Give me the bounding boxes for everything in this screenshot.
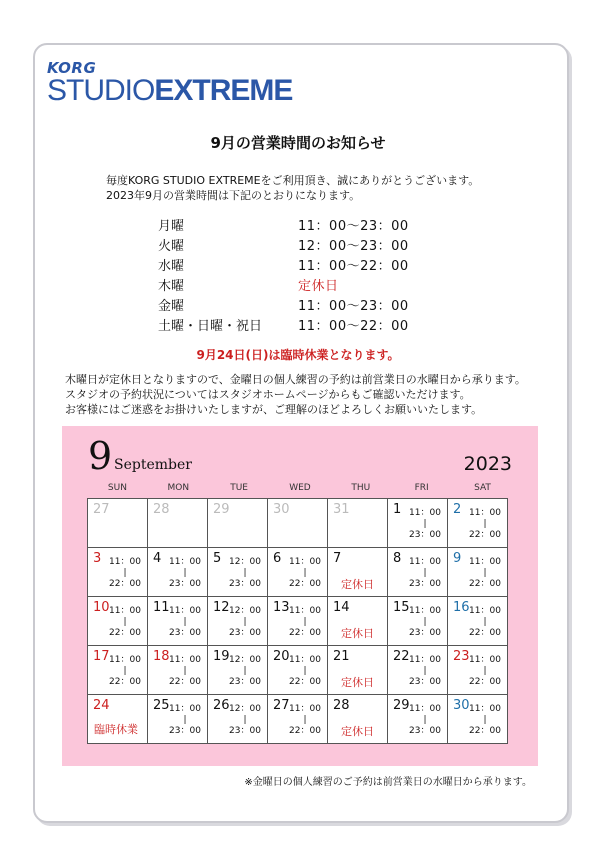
day-hours [168, 655, 202, 688]
day-number: 12 [213, 600, 230, 615]
calendar-week-row [88, 499, 508, 548]
day-number: 29 [213, 502, 230, 517]
calendar-day-cell [148, 548, 208, 597]
time-separator: | [483, 715, 487, 725]
calendar-day-cell [448, 695, 508, 744]
calendar-month-number: 9 [88, 434, 113, 478]
day-hours [108, 557, 142, 590]
close-time: 22：00 [469, 579, 501, 589]
calendar-day-cell [448, 499, 508, 548]
time-separator: | [243, 568, 247, 578]
calendar-day-cell [328, 646, 388, 695]
hours-day: 金曜 [158, 299, 185, 314]
open-time: 11：00 [169, 655, 201, 665]
hours-time-closed: 定休日 [298, 279, 339, 294]
hours-day: 火曜 [158, 239, 185, 254]
calendar-day-cell [328, 499, 388, 548]
weekday-label: TUE [230, 483, 248, 493]
day-hours [408, 606, 442, 639]
close-time: 22：00 [289, 677, 321, 687]
calendar-day-cell [148, 597, 208, 646]
time-separator: | [303, 666, 307, 676]
calendar [62, 426, 538, 766]
day-number: 1 [393, 502, 402, 517]
open-time: 11：00 [289, 655, 321, 665]
calendar-day-cell [148, 695, 208, 744]
open-time: 11：00 [109, 655, 141, 665]
day-number: 30 [453, 698, 470, 713]
calendar-day-cell [388, 695, 448, 744]
time-separator: | [483, 617, 487, 627]
page-title: 9月の営業時間のお知らせ [210, 134, 386, 152]
close-time: 23：00 [409, 628, 441, 638]
close-time: 22：00 [169, 677, 201, 687]
weekday-label: FRI [414, 483, 429, 493]
calendar-day-cell [448, 646, 508, 695]
close-time: 23：00 [169, 579, 201, 589]
day-number: 19 [213, 649, 230, 664]
day-number: 18 [153, 649, 170, 664]
day-hours [408, 508, 442, 541]
day-hours [468, 557, 502, 590]
day-number: 14 [333, 600, 350, 615]
logo-korg-text: KORG [47, 59, 97, 77]
intro-text [106, 173, 479, 203]
open-time: 11：00 [409, 557, 441, 567]
time-separator: | [123, 666, 127, 676]
calendar-day-cell [148, 499, 208, 548]
hours-time: 11：00～23：00 [298, 299, 409, 314]
close-time: 23：00 [229, 726, 261, 736]
intro-line: 2023年9月の営業時間は下記のとおりになります。 [106, 189, 361, 202]
close-time: 23：00 [169, 726, 201, 736]
weekday-label: SAT [474, 483, 491, 493]
close-time: 22：00 [289, 726, 321, 736]
calendar-day-cell [328, 548, 388, 597]
close-time: 23：00 [229, 677, 261, 687]
weekday-label: THU [351, 483, 371, 493]
day-hours [288, 606, 322, 639]
note-line: スタジオの予約状況についてはスタジオホームページからもご確認いただけます。 [65, 388, 471, 401]
time-separator: | [123, 568, 127, 578]
time-separator: | [423, 568, 427, 578]
open-time: 11：00 [409, 704, 441, 714]
close-time: 22：00 [289, 628, 321, 638]
calendar-day-cell [88, 646, 148, 695]
close-time: 23：00 [409, 579, 441, 589]
day-hours [228, 655, 262, 688]
time-separator: | [483, 568, 487, 578]
day-hours [288, 704, 322, 737]
open-time: 11：00 [169, 704, 201, 714]
hours-day: 木曜 [158, 279, 185, 294]
calendar-week-row [88, 548, 508, 597]
close-time: 23：00 [409, 726, 441, 736]
day-hours [228, 606, 262, 639]
hours-row [158, 257, 458, 277]
closed-label: 定休日 [341, 578, 374, 591]
open-time: 12：00 [229, 655, 261, 665]
time-separator: | [243, 715, 247, 725]
day-number: 30 [273, 502, 290, 517]
day-number: 5 [213, 551, 222, 566]
calendar-day-cell [208, 499, 268, 548]
korg-studio-extreme-logo [47, 60, 292, 106]
day-hours [168, 557, 202, 590]
time-separator: | [423, 666, 427, 676]
close-time: 23：00 [229, 579, 261, 589]
open-time: 11：00 [169, 557, 201, 567]
calendar-day-cell [268, 695, 328, 744]
hours-row [158, 217, 458, 237]
open-time: 11：00 [169, 606, 201, 616]
calendar-week-row [88, 646, 508, 695]
closed-label: 定休日 [341, 627, 374, 640]
day-number: 23 [453, 649, 470, 664]
calendar-day-cell [388, 646, 448, 695]
open-time: 11：00 [289, 606, 321, 616]
time-separator: | [303, 568, 307, 578]
close-time: 22：00 [469, 726, 501, 736]
open-time: 11：00 [469, 508, 501, 518]
open-time: 11：00 [469, 655, 501, 665]
business-hours-list [158, 217, 458, 337]
calendar-day-cell [268, 548, 328, 597]
day-hours [468, 606, 502, 639]
hours-day: 土曜・日曜・祝日 [158, 319, 263, 334]
open-time: 11：00 [409, 508, 441, 518]
day-number: 26 [213, 698, 230, 713]
open-time: 11：00 [289, 557, 321, 567]
calendar-day-cell [388, 499, 448, 548]
footnote: ※金曜日の個人練習のご予約は前営業日の水曜日から承ります。 [244, 777, 532, 788]
day-number: 7 [333, 551, 342, 566]
calendar-year: 2023 [463, 453, 512, 475]
hours-time: 11：00～22：00 [298, 259, 409, 274]
day-number: 29 [393, 698, 410, 713]
open-time: 11：00 [409, 655, 441, 665]
open-time: 11：00 [289, 704, 321, 714]
close-time: 22：00 [109, 628, 141, 638]
day-number: 2 [453, 502, 462, 517]
calendar-week-row [88, 597, 508, 646]
calendar-day-cell [88, 499, 148, 548]
close-time: 23：00 [229, 628, 261, 638]
day-hours [228, 704, 262, 737]
time-separator: | [483, 519, 487, 529]
open-time: 12：00 [229, 704, 261, 714]
calendar-weekday-header [87, 483, 513, 497]
calendar-day-cell [328, 597, 388, 646]
day-number: 25 [153, 698, 170, 713]
time-separator: | [123, 617, 127, 627]
close-time: 22：00 [289, 579, 321, 589]
holiday-notice: 9月24日(日)は臨時休業となります。 [196, 348, 400, 362]
time-separator: | [303, 617, 307, 627]
calendar-day-cell [208, 695, 268, 744]
closed-label: 定休日 [341, 676, 374, 689]
day-number: 31 [333, 502, 350, 517]
calendar-week-row [88, 695, 508, 744]
day-number: 4 [153, 551, 162, 566]
calendar-day-cell [388, 597, 448, 646]
open-time: 11：00 [469, 606, 501, 616]
day-number: 22 [393, 649, 410, 664]
day-number: 3 [93, 551, 102, 566]
intro-line: 毎度KORG STUDIO EXTREMEをご利用頂き、誠にありがとうございます。 [106, 174, 480, 187]
day-hours [108, 606, 142, 639]
day-number: 10 [93, 600, 110, 615]
day-hours [468, 508, 502, 541]
time-separator: | [423, 519, 427, 529]
time-separator: | [483, 666, 487, 676]
closed-label: 臨時休業 [94, 723, 138, 736]
calendar-day-cell [208, 646, 268, 695]
close-time: 22：00 [469, 628, 501, 638]
open-time: 11：00 [469, 704, 501, 714]
time-separator: | [243, 666, 247, 676]
hours-row [158, 297, 458, 317]
day-number: 13 [273, 600, 290, 615]
hours-row [158, 277, 458, 297]
day-number: 28 [153, 502, 170, 517]
open-time: 12：00 [229, 606, 261, 616]
note-line: お客様にはご迷惑をお掛けいたしますが、ご理解のほどよろしくお願いいたします。 [65, 403, 483, 416]
calendar-day-cell [448, 597, 508, 646]
day-number: 6 [273, 551, 282, 566]
open-time: 11：00 [409, 606, 441, 616]
close-time: 22：00 [469, 677, 501, 687]
day-hours [108, 655, 142, 688]
time-separator: | [303, 715, 307, 725]
calendar-month-name: September [114, 457, 192, 473]
logo-studio-word: STUDIO [47, 74, 155, 107]
note-line: 木曜日が定休日となりますので、金曜日の個人練習の予約は前営業日の水曜日から承ります。 [65, 373, 526, 386]
notes-text [65, 372, 526, 417]
day-hours [288, 557, 322, 590]
time-separator: | [243, 617, 247, 627]
logo-extreme-word: EXTREME [154, 74, 293, 107]
day-number: 24 [93, 698, 110, 713]
hours-row [158, 237, 458, 257]
time-separator: | [183, 666, 187, 676]
calendar-day-cell [268, 499, 328, 548]
hours-row [158, 317, 458, 337]
weekday-label: SUN [107, 483, 127, 493]
day-hours [288, 655, 322, 688]
day-number: 17 [93, 649, 110, 664]
time-separator: | [183, 617, 187, 627]
day-number: 9 [453, 551, 462, 566]
close-time: 23：00 [409, 530, 441, 540]
close-time: 23：00 [169, 628, 201, 638]
open-time: 11：00 [109, 606, 141, 616]
day-hours [408, 704, 442, 737]
day-hours [408, 557, 442, 590]
calendar-day-cell [268, 597, 328, 646]
calendar-day-cell [208, 548, 268, 597]
hours-time: 11：00～23：00 [298, 219, 409, 234]
close-time: 22：00 [109, 579, 141, 589]
calendar-day-cell [328, 695, 388, 744]
day-number: 28 [333, 698, 350, 713]
day-number: 15 [393, 600, 410, 615]
weekday-label: WED [289, 483, 311, 493]
day-hours [168, 704, 202, 737]
day-number: 27 [273, 698, 290, 713]
day-number: 16 [453, 600, 470, 615]
calendar-day-cell [448, 548, 508, 597]
open-time: 11：00 [469, 557, 501, 567]
day-hours [228, 557, 262, 590]
calendar-grid [87, 498, 508, 744]
day-hours [468, 655, 502, 688]
time-separator: | [183, 568, 187, 578]
day-hours [168, 606, 202, 639]
day-number: 8 [393, 551, 402, 566]
day-number: 11 [153, 600, 170, 615]
hours-time: 12：00～23：00 [298, 239, 409, 254]
calendar-day-cell [88, 597, 148, 646]
logo-studio-text [47, 76, 292, 106]
open-time: 11：00 [109, 557, 141, 567]
hours-day: 月曜 [158, 219, 185, 234]
close-time: 22：00 [109, 677, 141, 687]
day-number: 21 [333, 649, 350, 664]
day-number: 27 [93, 502, 110, 517]
calendar-day-cell [148, 646, 208, 695]
time-separator: | [423, 715, 427, 725]
hours-day: 水曜 [158, 259, 185, 274]
calendar-day-cell [388, 548, 448, 597]
weekday-label: MON [167, 483, 190, 493]
calendar-day-cell [88, 695, 148, 744]
calendar-day-cell [208, 597, 268, 646]
calendar-day-cell [88, 548, 148, 597]
open-time: 12：00 [229, 557, 261, 567]
hours-time: 11：00～22：00 [298, 319, 409, 334]
day-hours [468, 704, 502, 737]
close-time: 23：00 [409, 677, 441, 687]
day-hours [408, 655, 442, 688]
time-separator: | [423, 617, 427, 627]
day-number: 20 [273, 649, 290, 664]
calendar-day-cell [268, 646, 328, 695]
time-separator: | [183, 715, 187, 725]
close-time: 22：00 [469, 530, 501, 540]
closed-label: 定休日 [341, 725, 374, 738]
